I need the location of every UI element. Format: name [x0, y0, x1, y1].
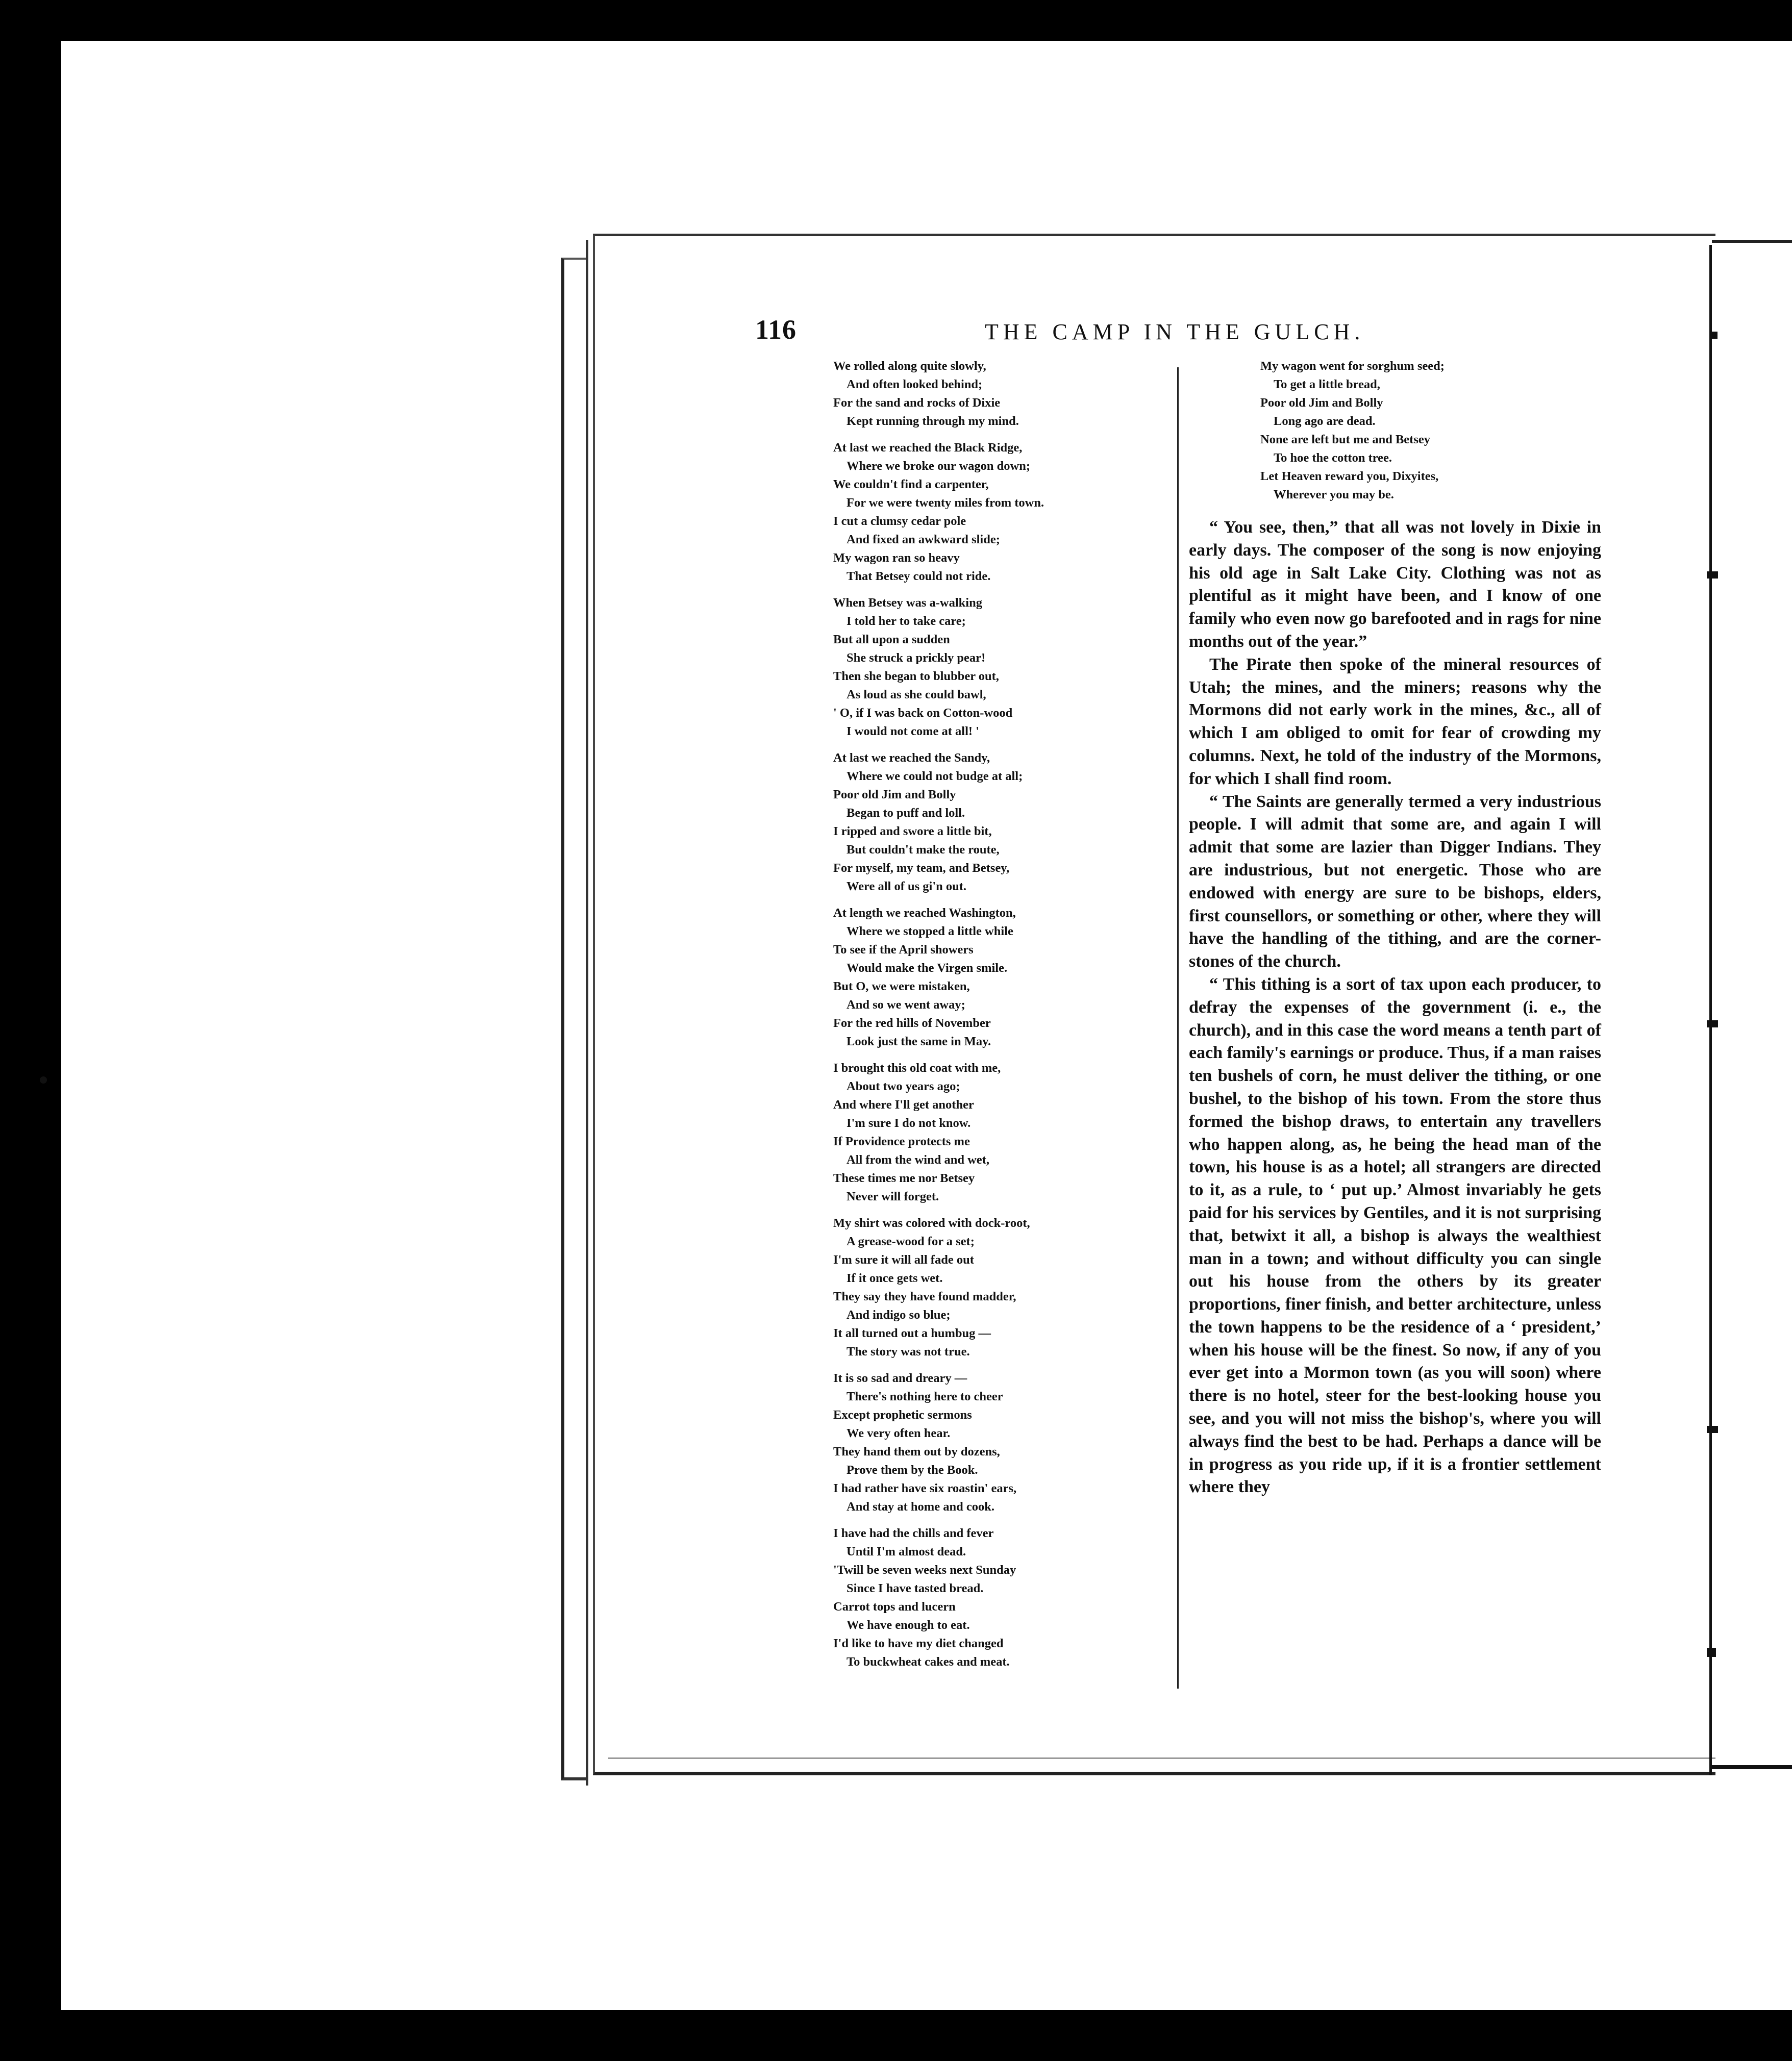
poem-line: To get a little bread, — [1274, 378, 1380, 391]
poem-stanza — [833, 1059, 1044, 1206]
poem-line: Would make the Virgen smile. — [847, 961, 1008, 975]
poem-line: She struck a prickly pear! — [847, 651, 986, 665]
poem-line: It all turned out a humbug — — [833, 1326, 991, 1340]
poem-line: And where I'll get another — [833, 1098, 974, 1112]
poem-line: And fixed an awkward slide; — [847, 533, 1000, 546]
page-mark — [40, 1076, 47, 1084]
book-edge-outer — [561, 258, 586, 1780]
poem-stanza — [833, 439, 1044, 586]
poem-line: Where we could not budge at all; — [847, 769, 1023, 783]
poem-line: I had rather have six roastin' ears, — [833, 1481, 1017, 1495]
scan-border-top — [0, 0, 1792, 41]
poem-line: I told her to take care; — [847, 614, 966, 628]
poem-line: Where we broke our wagon down; — [847, 459, 1031, 473]
poem-line: That Betsey could not ride. — [847, 569, 991, 583]
poem-line: For the sand and rocks of Dixie — [833, 396, 1001, 410]
poem-line: Kept running through my mind. — [847, 414, 1019, 428]
poem-stanza — [833, 1369, 1044, 1516]
poem-line: Then she began to blubber out, — [833, 669, 999, 683]
poem-line: We very often hear. — [847, 1426, 951, 1440]
poem-line: 'Twill be seven weeks next Sunday — [833, 1563, 1016, 1577]
scan-border-left — [0, 0, 61, 2061]
poem-line: But O, we were mistaken, — [833, 979, 970, 993]
prose-column — [1189, 516, 1601, 1499]
poem-line: About two years ago; — [847, 1079, 960, 1093]
page-bottom-edge — [608, 1757, 1715, 1764]
poem-line: My wagon went for sorghum seed; — [1260, 359, 1445, 373]
poem-line: But all upon a sudden — [833, 633, 950, 646]
poem-line: If it once gets wet. — [847, 1271, 943, 1285]
poem-line: When Betsey was a-walking — [833, 596, 982, 610]
poem-line: I brought this old coat with me, — [833, 1061, 1001, 1075]
poem-stanza — [833, 594, 1044, 741]
poem-stanza — [833, 1524, 1044, 1671]
poem-line: There's nothing here to cheer — [847, 1390, 1003, 1403]
page-mark — [1707, 1020, 1718, 1027]
poem-line: They say they have found madder, — [833, 1290, 1016, 1303]
poem-line: Prove them by the Book. — [847, 1463, 978, 1477]
poem-line: I'm sure it will all fade out — [833, 1253, 974, 1267]
poem-line: ' O, if I was back on Cotton-wood — [833, 706, 1013, 720]
poem-line: And often looked behind; — [847, 378, 983, 391]
poem-stanza — [833, 1214, 1044, 1361]
prose-paragraph: “ The Saints are generally termed a very industrious people. I will admit that some are, and again I will admit that some are lazier than Digger Indians. They are industrious, but not energetic. Those who are endowed with energy are sure to be bishops, elders, first counsellors, or something or other, where they will have the handling of the tithing, and are the corner-stones of the church. — [1189, 792, 1601, 971]
running-title: THE CAMP IN THE GULCH. — [985, 319, 1365, 344]
facing-page-edge — [1712, 240, 1792, 1775]
poem-line: Poor old Jim and Bolly — [833, 788, 956, 801]
poem-line: Carrot tops and lucern — [833, 1600, 956, 1614]
poem-line: The story was not true. — [847, 1345, 970, 1359]
poem-line: My wagon ran so heavy — [833, 551, 960, 565]
scan-border-bottom — [0, 2010, 1792, 2061]
poem-line: And indigo so blue; — [847, 1308, 951, 1322]
poem-line: But couldn't make the route, — [847, 843, 1000, 857]
prose-paragraph: “ You see, then,” that all was not lovely in Dixie in early days. The composer of the song is now enjoying his old age in Salt Lake City. Clothing was not as plentiful as it might have been, and I know of one family who even now go barefooted and in rags for nine months out of the year.” — [1189, 518, 1601, 651]
poem-line: If Providence protects me — [833, 1135, 970, 1148]
poem-line: At length we reached Washington, — [833, 906, 1016, 920]
poem-line: As loud as she could bawl, — [847, 688, 986, 701]
poem-line: They hand them out by dozens, — [833, 1445, 1000, 1459]
poem-line: Except prophetic sermons — [833, 1408, 972, 1422]
poem-line: To buckwheat cakes and meat. — [847, 1655, 1010, 1669]
poem-stanza — [833, 749, 1044, 896]
poem-line: To see if the April showers — [833, 943, 974, 957]
poem-line: I'd like to have my diet changed — [833, 1637, 1004, 1650]
poem-stanza — [833, 357, 1044, 431]
poem-stanza — [1260, 357, 1445, 504]
poem-line: It is so sad and dreary — — [833, 1371, 967, 1385]
poem-line: I'm sure I do not know. — [847, 1116, 971, 1130]
poem-line: Look just the same in May. — [847, 1035, 991, 1048]
poem-line: All from the wind and wet, — [847, 1153, 989, 1167]
poem-line: I cut a clumsy cedar pole — [833, 514, 966, 528]
page-number: 116 — [755, 314, 797, 345]
poem-line: Let Heaven reward you, Dixyites, — [1260, 469, 1439, 483]
poem-line: And stay at home and cook. — [847, 1500, 994, 1514]
page-mark — [1707, 1426, 1718, 1433]
poem-line: To hoe the cotton tree. — [1274, 451, 1392, 465]
facing-page-bottom — [1712, 1765, 1792, 1769]
poem-line: I have had the chills and fever — [833, 1526, 994, 1540]
poem-line: My shirt was colored with dock-root, — [833, 1216, 1030, 1230]
gutter-line — [1709, 245, 1712, 1775]
poem-line: I would not come at all! ' — [847, 724, 979, 738]
poem-line: For we were twenty miles from town. — [847, 496, 1044, 510]
poem-line: Since I have tasted bread. — [847, 1581, 984, 1595]
poem-column-left — [833, 357, 1044, 1679]
page-mark — [1707, 571, 1718, 579]
column-divider — [1177, 367, 1179, 1689]
poem-line: We couldn't find a carpenter, — [833, 477, 989, 491]
poem-line: At last we reached the Sandy, — [833, 751, 990, 765]
poem-line: These times me nor Betsey — [833, 1171, 975, 1185]
page-mark — [1707, 1648, 1716, 1657]
page-mark — [1710, 332, 1718, 339]
prose-paragraph: “ This tithing is a sort of tax upon each producer, to defray the expenses of the government (i. e., the church), and in this case the word means a tenth part of each family's earnings or produce. Thus, if a man raises ten bushels of corn, he must deliver the tithing, or one bushel, to the bishop of his town. From the store thus formed the bishop draws, to entertain any travellers who happen along, as, he being the head man of the town, his house is as a hotel; all strangers are directed to it, as a rule, to ‘ put up.’ Almost invariably he gets paid for his services by Gentiles, and it is not surprising that, betwixt it all, a bishop is always the wealthiest man in a town; and without difficulty you can single out his house from the others by its greater proportions, finer finish, and better architecture, unless the town happens to be the residence of a ‘ president,’ when his house will be the finest. So now, if any of you ever get into a Mormon town (as you will soon) where there is no hotel, steer for the best-looking house you see, and you will not miss the bishop's, where you will always find the best to be had. Perhaps a dance will be in progress as you ride up, if it is a frontier settlement where they — [1189, 974, 1601, 1497]
poem-line: A grease-wood for a set; — [847, 1235, 975, 1248]
poem-line: Poor old Jim and Bolly — [1260, 396, 1383, 410]
poem-line: Where we stopped a little while — [847, 924, 1013, 938]
poem-line: Until I'm almost dead. — [847, 1545, 966, 1559]
poem-line: We have enough to eat. — [847, 1618, 970, 1632]
poem-line: Began to puff and loll. — [847, 806, 965, 820]
poem-line: Never will forget. — [847, 1190, 939, 1203]
poem-line: For myself, my team, and Betsey, — [833, 861, 1010, 875]
poem-column-right — [1260, 357, 1445, 512]
poem-line: I ripped and swore a little bit, — [833, 824, 992, 838]
poem-line: And so we went away; — [847, 998, 965, 1012]
prose-paragraph: The Pirate then spoke of the mineral resources of Utah; the mines, and the miners; reasons why the Mormons did not early work in the mines, &c., all of which I am obliged to omit for fear of crowding my columns. Next, he told of the industry of the Mormons, for which I shall find room. — [1189, 655, 1601, 788]
poem-line: Wherever you may be. — [1274, 488, 1394, 501]
poem-line: At last we reached the Black Ridge, — [833, 441, 1023, 455]
poem-line: Were all of us gi'n out. — [847, 879, 967, 893]
poem-stanza — [833, 904, 1044, 1051]
poem-line: Long ago are dead. — [1274, 414, 1376, 428]
poem-line: We rolled along quite slowly, — [833, 359, 986, 373]
poem-line: None are left but me and Betsey — [1260, 433, 1430, 446]
poem-line: For the red hills of November — [833, 1016, 991, 1030]
